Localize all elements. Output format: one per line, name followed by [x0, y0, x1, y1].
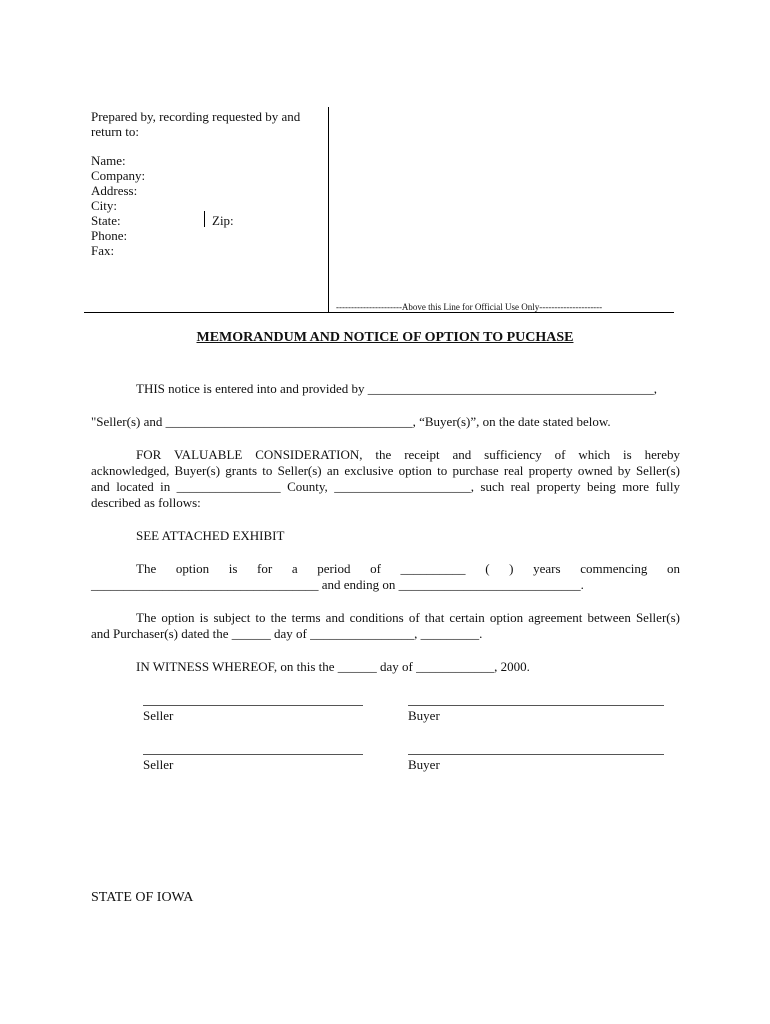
zip-divider: [204, 211, 205, 227]
city-label: City:: [91, 198, 118, 213]
consideration-line4: described as follows:: [91, 495, 201, 510]
seller-label-2: Seller: [143, 757, 174, 772]
seller-label-1: Seller: [143, 708, 174, 723]
prepared-by-line2: return to:: [91, 124, 140, 139]
state-label: State:: [91, 213, 121, 228]
company-label: Company:: [91, 168, 146, 183]
buyer-signature-line-1[interactable]: [408, 705, 664, 706]
consideration-line3: and located in ________________ County, _____________________, such real property being more fully: [91, 479, 680, 494]
consideration-line2: acknowledged, Buyer(s) grants to Seller(s) an exclusive option to purchase real property owned by Seller(s): [91, 463, 680, 478]
seller-signature-line-1[interactable]: [143, 705, 363, 706]
option-terms-line2: and Purchaser(s) dated the ______ day of ________________, _________.: [91, 626, 483, 641]
witness-line: IN WITNESS WHEREOF, on this the ______ day of ____________, 2000.: [136, 659, 530, 674]
name-label: Name:: [91, 153, 126, 168]
attached-exhibit: SEE ATTACHED EXHIBIT: [136, 528, 285, 543]
document-title: MEMORANDUM AND NOTICE OF OPTION TO PUCHASE: [196, 330, 574, 345]
buyer-label-2: Buyer: [408, 757, 440, 772]
zip-label: Zip:: [212, 213, 234, 228]
official-use-divider: [84, 312, 674, 313]
fax-label: Fax:: [91, 243, 115, 258]
phone-label: Phone:: [91, 228, 128, 243]
consideration-line1: FOR VALUABLE CONSIDERATION, the receipt and sufficiency of which is hereby: [136, 447, 680, 462]
option-period-line2: ___________________________________ and ending on ____________________________.: [91, 577, 584, 592]
option-terms-line1: The option is subject to the terms and conditions of that certain option agreement between Seller(s): [136, 610, 680, 625]
notice-paragraph: THIS notice is entered into and provided by ____________________________________________,: [136, 381, 658, 396]
prepared-by-line1: Prepared by, recording requested by and: [91, 109, 301, 124]
seller-buyer-paragraph: "Seller(s) and ______________________________________, “Buyer(s)”, on the date stated below.: [91, 414, 611, 429]
buyer-label-1: Buyer: [408, 708, 440, 723]
option-period-line1: The option is for a period of __________ ( ) years commencing on: [136, 561, 680, 576]
state-heading: STATE OF IOWA: [91, 890, 194, 905]
address-label: Address:: [91, 183, 138, 198]
official-use-line-label: ----------------------Above this Line for Official Use Only---------------------: [336, 302, 603, 312]
header-vertical-divider: [328, 107, 329, 312]
buyer-signature-line-2[interactable]: [408, 754, 664, 755]
seller-signature-line-2[interactable]: [143, 754, 363, 755]
